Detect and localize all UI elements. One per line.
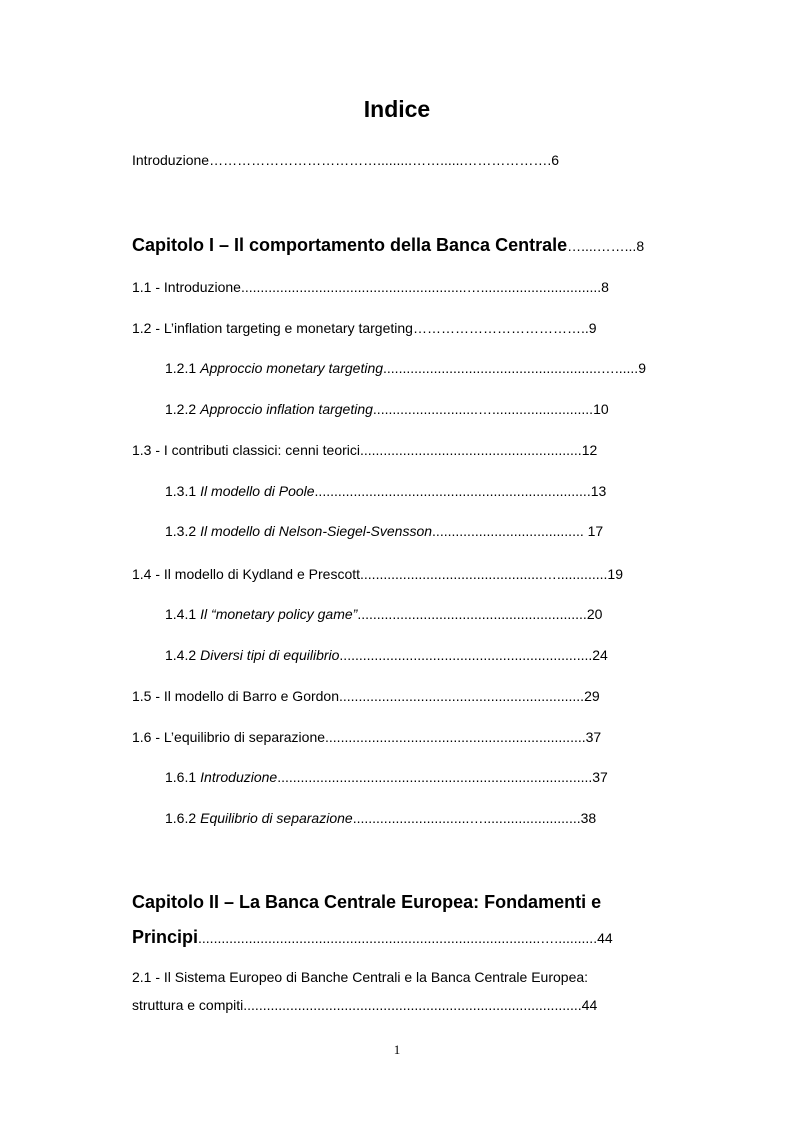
- toc-page-number: 29: [584, 688, 600, 704]
- toc-page-number: 8: [601, 279, 609, 295]
- toc-entry-number: 1.2 -: [132, 320, 164, 336]
- toc-page-number: 13: [590, 483, 607, 499]
- toc-entry-text: Il modello di Barro e Gordon: [163, 688, 339, 704]
- toc-entry-number: 1.6 -: [132, 729, 164, 745]
- toc-page-number: 9: [638, 360, 646, 376]
- toc-page-number: 10: [593, 401, 609, 417]
- toc-chapter-title: Capitolo I – Il comportamento della Banca Centrale: [132, 235, 568, 255]
- toc-entry-text: Il modello di Nelson-Siegel-Svensson: [200, 523, 433, 539]
- toc-leader: .................................................................................: [277, 769, 593, 785]
- toc-entry-text: Introduzione: [163, 279, 241, 295]
- toc-leader: .......................................................................: [314, 483, 591, 499]
- toc-leader: ……………………………….........……......……………….: [209, 152, 552, 168]
- toc-entry-number: 1.4 -: [132, 566, 164, 582]
- toc-entry-text: Diversi tipi di equilibrio: [200, 647, 340, 663]
- toc-page-number: 19: [607, 566, 623, 582]
- toc-leader: .................................................................: [339, 647, 593, 663]
- toc-entry-number: 1.4.2: [165, 647, 197, 663]
- toc-entry-number: 1.3.2: [165, 523, 197, 539]
- toc-entry-1-4-1: [165, 604, 602, 624]
- toc-entry-1-6-2: [165, 808, 596, 828]
- toc-entry-text: L’equilibrio di separazione: [163, 729, 326, 745]
- toc-leader: ........................................................................................…...........: [198, 930, 598, 946]
- toc-entry-text: Introduzione: [200, 769, 278, 785]
- toc-page-number: 44: [581, 997, 598, 1013]
- toc-chapter-2-line-1: [132, 890, 601, 914]
- toc-leader: ...........................................................: [357, 606, 587, 622]
- toc-entry-text: Approccio monetary targeting: [200, 360, 384, 376]
- toc-entry-text: Il modello di Poole: [200, 483, 315, 499]
- toc-leader: ...........................…..........................: [372, 401, 594, 417]
- toc-leader: ..............................….........................: [352, 810, 581, 826]
- toc-leader: .......................................................................................: [243, 997, 582, 1013]
- toc-leader: ………………………………..: [412, 320, 589, 336]
- toc-page-number: 44: [597, 930, 613, 946]
- toc-entry-1-3-1: [165, 481, 606, 501]
- toc-entry-text: I contributi classici: cenni teorici: [163, 442, 360, 458]
- toc-leader: .........................................................: [359, 442, 582, 458]
- page-number-footer: 1: [393, 1042, 401, 1057]
- toc-entry-number: 1.3.1: [165, 483, 197, 499]
- toc-leader: .......................................: [432, 523, 588, 539]
- toc-entry-1-3: [132, 440, 597, 460]
- toc-entry-1-2-2: [165, 399, 609, 419]
- toc-entry-number: 1.2.1: [165, 360, 197, 376]
- toc-leader: …....……...: [567, 238, 637, 254]
- toc-entry-text: Il modello di Kydland e Prescott: [163, 566, 361, 582]
- toc-entry-number: 1.6.1: [165, 769, 197, 785]
- toc-entry-2-1-line-2: [132, 995, 597, 1015]
- toc-entry-1-6-1: [165, 767, 608, 787]
- toc-entry-text: Approccio inflation targeting: [200, 401, 373, 417]
- toc-page-number: 38: [580, 810, 597, 826]
- toc-page-number: 17: [587, 523, 604, 539]
- toc-entry-text: Il “monetary policy game”: [200, 606, 358, 622]
- toc-page-number: 8: [636, 238, 645, 254]
- toc-entry-text: L’inflation targeting e monetary targeting: [163, 320, 413, 336]
- toc-page-number: 24: [592, 647, 608, 663]
- toc-leader: ...............................................................: [339, 688, 585, 704]
- toc-entry-1-2: [132, 318, 597, 338]
- toc-chapter-title: Capitolo II – La Banca Centrale Europea: Fondamenti e: [132, 892, 602, 912]
- toc-page-number: 37: [585, 729, 602, 745]
- toc-page-number: 6: [551, 152, 560, 168]
- toc-entry-number: 1.1 -: [132, 279, 164, 295]
- toc-chapter-2-line-2: [132, 925, 613, 950]
- toc-page-number: 12: [581, 442, 598, 458]
- toc-page-number: 37: [592, 769, 608, 785]
- toc-entry-number: 1.4.1: [165, 606, 197, 622]
- toc-entry-text: Equilibrio di separazione: [200, 810, 353, 826]
- toc-entry-1-6: [132, 727, 601, 747]
- toc-chapter-1: [132, 233, 644, 258]
- page-title: Indice: [363, 96, 431, 122]
- toc-entry-introduzione: [132, 150, 559, 170]
- toc-leader: ..........................................................…...............................: [240, 279, 602, 295]
- toc-page-number: 20: [586, 606, 603, 622]
- toc-entry-1-3-2: [165, 521, 603, 541]
- toc-entry-1-4: [132, 564, 623, 584]
- toc-entry-text: Introduzione: [132, 152, 210, 168]
- toc-leader: ........................................................…......: [383, 360, 639, 376]
- toc-entry-1-1: [132, 277, 609, 297]
- toc-entry-2-1-line-1: [132, 967, 588, 987]
- toc-chapter-title-cont: Principi: [132, 927, 199, 947]
- toc-entry-1-2-1: [165, 358, 646, 378]
- toc-leader: ...............................................….............: [360, 566, 608, 582]
- toc-entry-1-5: [132, 686, 600, 706]
- toc-entry-number: 1.6.2: [165, 810, 197, 826]
- toc-entry-text-cont: struttura e compiti: [132, 997, 244, 1013]
- toc-entry-number: 1.3 -: [132, 442, 164, 458]
- toc-leader: ...................................................................: [325, 729, 586, 745]
- toc-entry-text: 2.1 - Il Sistema Europeo di Banche Centrali e la Banca Centrale Europea:: [132, 969, 589, 985]
- toc-entry-number: 1.2.2: [165, 401, 197, 417]
- toc-entry-number: 1.5 -: [132, 688, 164, 704]
- toc-page-number: 9: [588, 320, 597, 336]
- toc-entry-1-4-2: [165, 645, 608, 665]
